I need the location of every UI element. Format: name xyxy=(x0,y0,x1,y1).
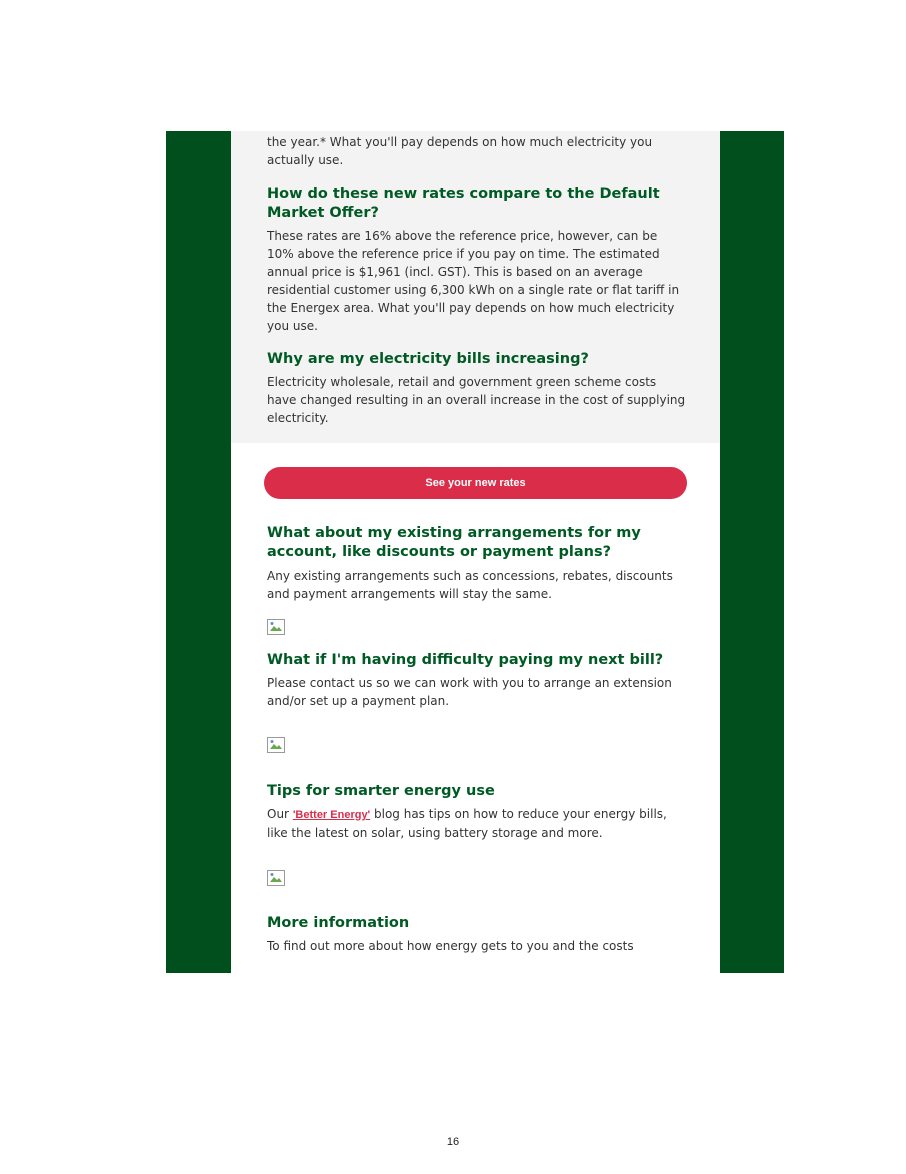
better-energy-link[interactable]: 'Better Energy' xyxy=(292,809,371,821)
broken-image-icon xyxy=(267,619,285,635)
broken-image-icon xyxy=(267,737,285,753)
difficulty-section xyxy=(267,651,687,710)
compare-body: These rates are 16% above the reference price, however, can be 10% above the reference price if you pay on time. The estimated annual price is $1,961 (incl. GST). This is based on an average residential customer using 6,300 kWh on a single rate or flat tariff in the Energex area. What you'll pay depends on how much electricity you use. xyxy=(267,229,680,333)
tips-section xyxy=(267,782,687,842)
broken-image-icon xyxy=(267,870,285,886)
page-number: 16 xyxy=(446,1136,460,1148)
difficulty-heading: What if I'm having difficulty paying my next bill? xyxy=(267,652,664,668)
intro-text: the year.* What you'll pay depends on how much electricity you actually use. xyxy=(267,135,653,167)
tips-body xyxy=(267,805,687,842)
increase-heading: Why are my electricity bills increasing? xyxy=(267,351,589,367)
more-info-heading: More information xyxy=(267,915,410,931)
arrangements-section xyxy=(267,524,687,603)
increase-section xyxy=(267,350,687,427)
arrangements-heading: What about my existing arrangements for my account, like discounts or payment plans? xyxy=(267,525,641,560)
tips-body-prefix: Our xyxy=(267,807,293,821)
arrangements-body: Any existing arrangements such as concessions, rebates, discounts and payment arrangements will stay the same. xyxy=(267,569,673,601)
tips-heading: Tips for smarter energy use xyxy=(267,783,495,799)
email-content xyxy=(231,131,720,973)
intro-block xyxy=(267,133,687,169)
tips-body-suffix: blog has tips on how to reduce your energy bills, like the latest on solar, using battery storage and more. xyxy=(267,807,667,840)
compare-heading: How do these new rates compare to the Default Market Offer? xyxy=(267,186,660,221)
increase-body: Electricity wholesale, retail and government green scheme costs have changed resulting in an overall increase in the cost of supplying electricity. xyxy=(267,375,686,425)
more-info-body: To find out more about how energy gets to you and the costs xyxy=(267,939,634,953)
difficulty-body: Please contact us so we can work with you to arrange an extension and/or set up a payment plan. xyxy=(267,676,672,708)
more-info-section xyxy=(267,914,687,955)
compare-section xyxy=(267,185,687,335)
see-new-rates-button[interactable]: See your new rates xyxy=(264,467,687,499)
